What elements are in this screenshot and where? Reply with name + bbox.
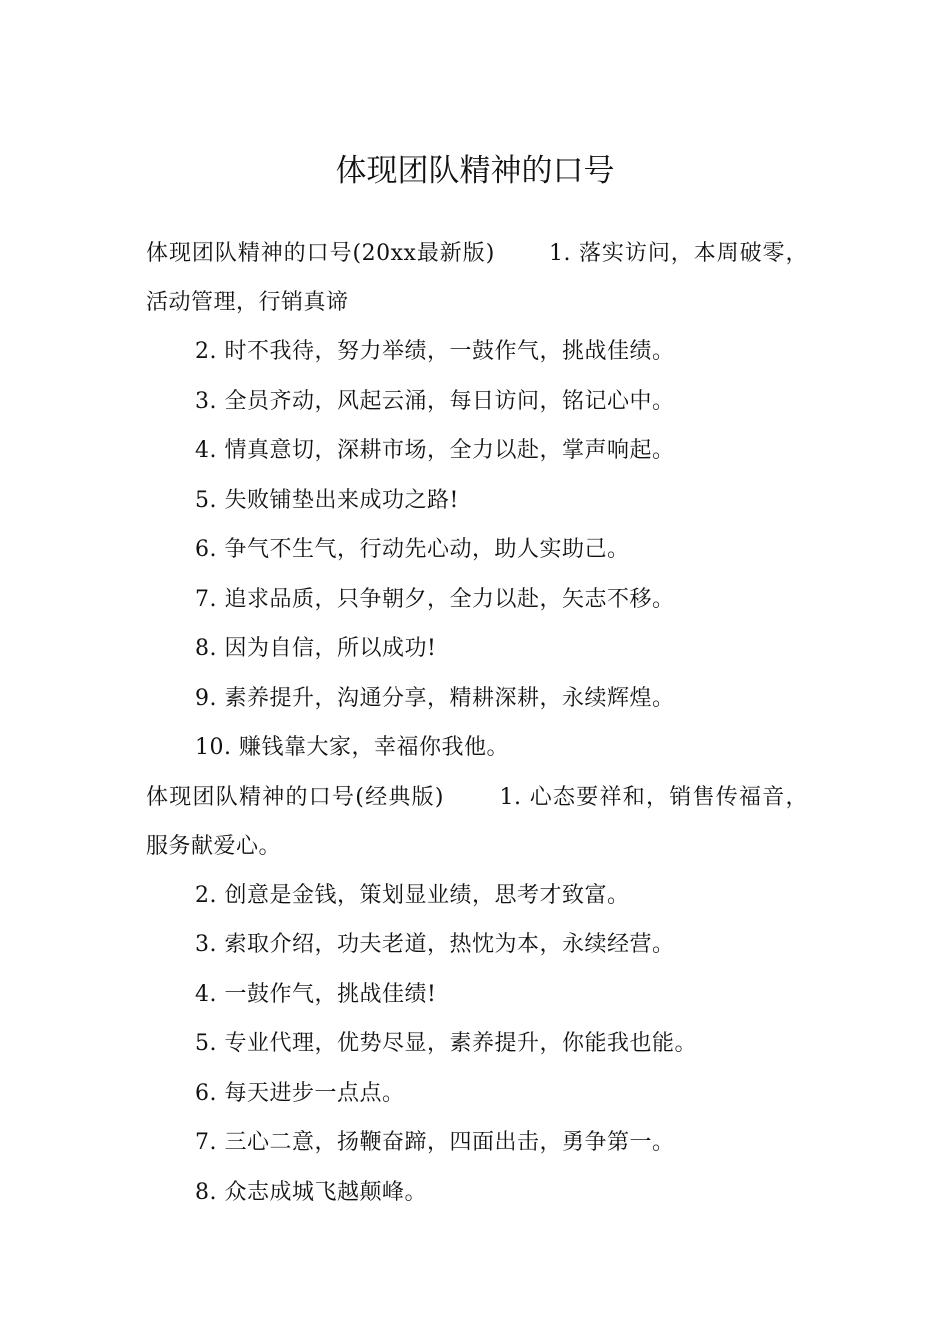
list-item: 6. 争气不生气，行动先心动，助人实助己。 xyxy=(195,537,630,562)
list-item: 3. 索取介绍，功夫老道，热忱为本，永续经营。 xyxy=(195,932,675,957)
list-item: 5. 失败铺垫出来成功之路! xyxy=(195,487,459,513)
list-item: 5. 专业代理，优势尽显，素养提升，你能我也能。 xyxy=(195,1031,697,1056)
list-item: 7. 三心二意，扬鞭奋蹄，四面出击，勇争第一。 xyxy=(195,1130,675,1155)
section-latest xyxy=(146,229,808,773)
list-item: 8. 因为自信，所以成功! xyxy=(195,636,437,661)
list-item: 2. 创意是金钱，策划显业绩，思考才致富。 xyxy=(195,882,630,908)
list-item: 4. 一鼓作气，挑战佳绩! xyxy=(195,981,437,1007)
section-lead-latest: 体现团队精神的口号(20xx最新版) 1. 落实访问，本周破零，活动管理，行销真谛 xyxy=(146,241,808,315)
list-item: 2. 时不我待，努力举绩，一鼓作气，挑战佳绩。 xyxy=(195,339,675,364)
section-classic xyxy=(146,773,808,1218)
document-title: 体现团队精神的口号 xyxy=(335,152,615,189)
list-item: 7. 追求品质，只争朝夕，全力以赴，矢志不移。 xyxy=(195,586,675,612)
list-item: 4. 情真意切，深耕市场，全力以赴，掌声响起。 xyxy=(195,438,675,463)
list-item: 3. 全员齐动，风起云涌，每日访问，铭记心中。 xyxy=(195,388,675,414)
section-lead-classic: 体现团队精神的口号(经典版) 1. 心态要祥和，销售传福音，服务献爱心。 xyxy=(146,784,808,859)
list-item: 9. 素养提升，沟通分享，精耕深耕，永续辉煌。 xyxy=(195,685,675,711)
list-item: 8. 众志成城飞越颠峰。 xyxy=(195,1179,427,1205)
list-item: 10. 赚钱靠大家，幸福你我他。 xyxy=(195,735,509,760)
list-item: 6. 每天进步一点点。 xyxy=(195,1080,405,1106)
document-body xyxy=(146,229,808,1217)
